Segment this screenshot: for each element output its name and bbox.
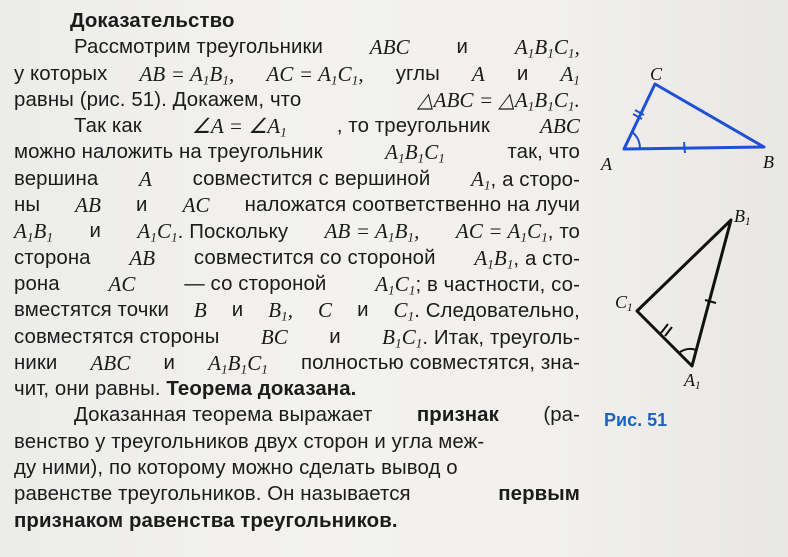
paragraph-line: рона AC — со стороной $A_1C_1$; в частности, со- [14, 271, 580, 298]
label-b: B [763, 152, 774, 172]
angle-mark-a [632, 132, 640, 149]
paragraph-line: чит, они равны. Теорема доказана. [14, 376, 580, 402]
paragraph-line: совместятся стороны BC и $B_1C_1$. Итак, треуголь- [14, 324, 580, 350]
angle-mark-a1 [680, 349, 696, 352]
paragraph-line: ники ABC и $A_1B_1C_1$ полностью совместятся, зна- [14, 350, 580, 377]
tick-a1c1-2 [665, 327, 672, 336]
proof-text [14, 8, 580, 534]
paragraph-line: равны (рис. 51). Докажем, что △ABC = $\triangle A_1B_1C_1$. [14, 87, 580, 114]
paragraph-line: Доказанная теорема выражает признак (ра- [74, 404, 580, 427]
theorem-proved: Теорема доказана. [166, 378, 357, 401]
proof-heading: Доказательство [70, 10, 235, 32]
tick-ab [684, 142, 685, 153]
first-criterion-term: признаком равенства треугольников. [14, 509, 398, 532]
paragraph-line: Так как ∠A = $\angle A_1$ , то треугольник ABC [74, 114, 580, 140]
paragraph-line: вместятся точки B и $B_1$, C и $C_1$. Следовательно, [14, 298, 580, 324]
paragraph-line: можно наложить на треугольник $A_1B_1C_1$ так, что [14, 140, 580, 166]
label-c1: $C_1$ [615, 292, 633, 314]
paragraph-line: равенстве треугольников. Он называется первым [14, 483, 580, 506]
paragraph-line: ны AB и AC наложатся соответственно на лучи [14, 193, 580, 218]
paragraph-line: ду ними), по которому можно сделать вывод о [14, 457, 458, 480]
label-b1: $B_1$ [734, 206, 751, 228]
paragraph-line: $A_1B_1$ и $A_1C_1$. Поскольку AB = $A_1B_1$, AC = $A_1C_1$, то [14, 219, 580, 245]
paragraph-line: вершина A совместится с вершиной $A_1$, а сторо- [14, 166, 580, 193]
paragraph-line: Рассмотрим треугольники ABC и $A_1B_1C_1$, [74, 35, 580, 61]
triangle-abc [624, 84, 764, 149]
paragraph-line: сторона AB совместится со стороной $A_1B_1$, а сто- [14, 245, 580, 271]
paragraph-line: венство у треугольников двух сторон и угла меж- [14, 430, 485, 453]
label-a: A [601, 154, 612, 174]
triangle-a1b1c1 [637, 220, 731, 366]
tick-a1c1-1 [661, 324, 668, 333]
paragraph-line: у которых AB = $A_1B_1$, AC = $A_1C_1$, углы A и $A_1$ [14, 61, 580, 87]
paragraph-line [14, 508, 580, 534]
label-a1: $A_1$ [684, 370, 701, 392]
label-c: C [650, 64, 663, 84]
figure-caption: Рис. 51 [604, 410, 668, 430]
